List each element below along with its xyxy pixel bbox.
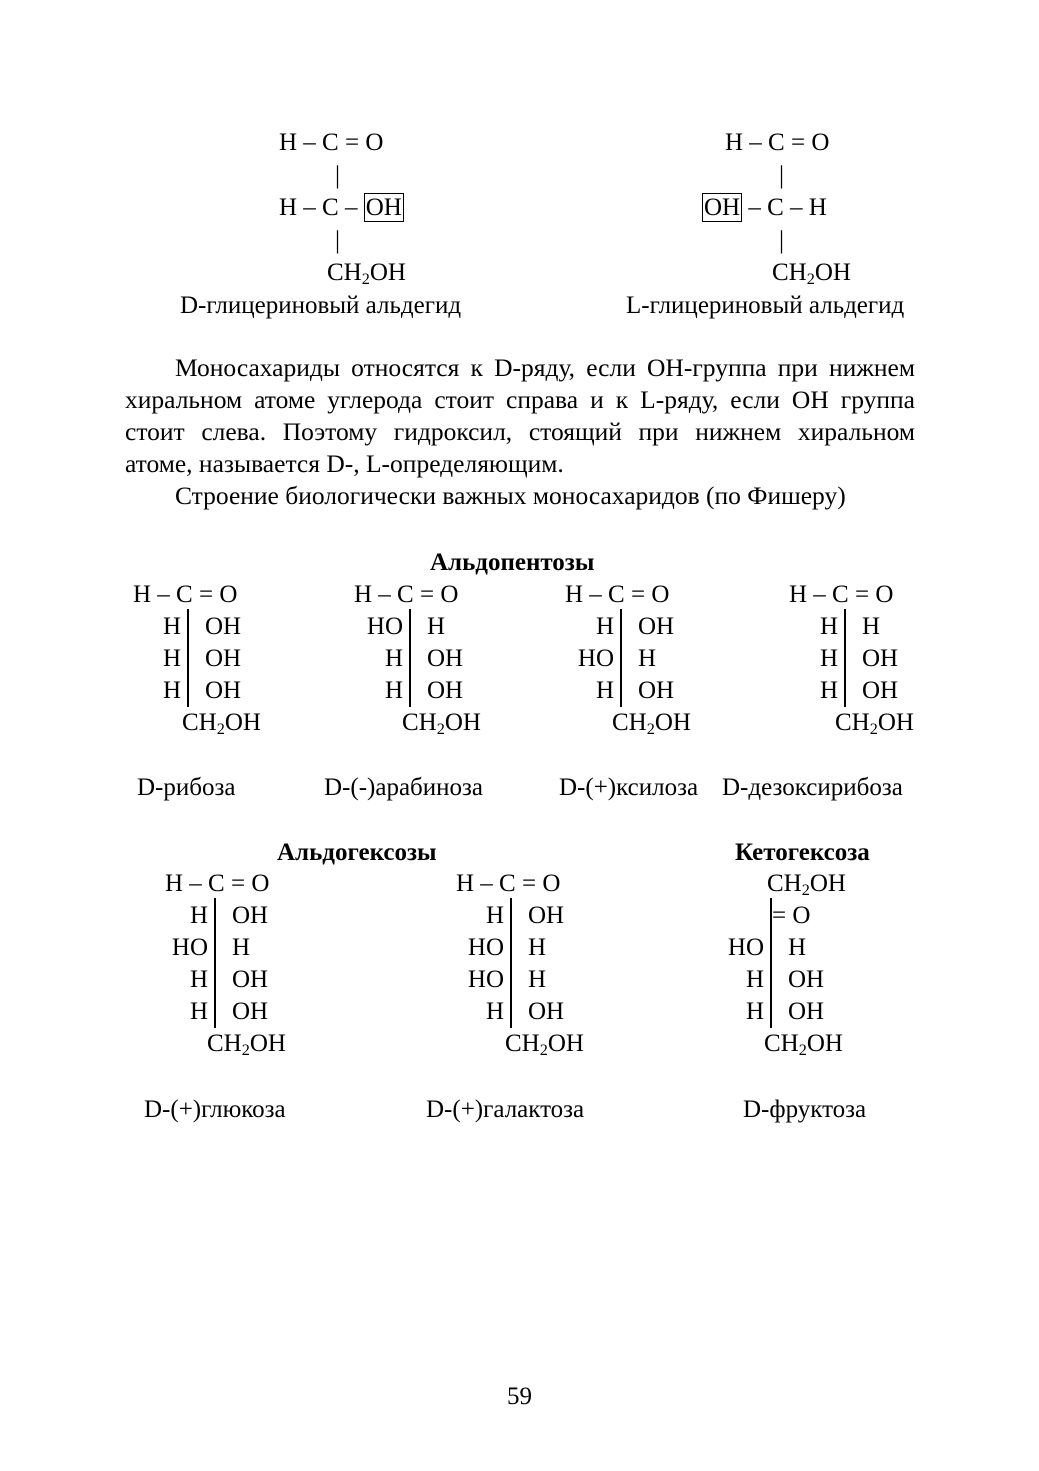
left-group: H [162, 613, 181, 640]
right-group: H [427, 613, 446, 640]
left-group: H [745, 998, 764, 1025]
right-group: H [528, 966, 547, 993]
aldehyde-group: H – C = O [565, 581, 670, 608]
left-group: HO [577, 645, 614, 672]
right-group: OH [205, 677, 242, 704]
right-group: OH [638, 677, 675, 704]
right-group: OH [232, 902, 269, 929]
l-gly-chiral-row: OH – C – H [704, 194, 827, 221]
sugar-name: D-фруктоза [743, 1096, 867, 1123]
aldehyde-group: H – C = O [456, 870, 561, 897]
left-group: H [745, 966, 764, 993]
carbonyl-group: = O [772, 902, 811, 929]
paragraph-fischer-intro: Строение биологически важных моносахаридов (по Фишеру) [175, 481, 846, 510]
right-group: OH [205, 645, 242, 672]
d-gly-ch2oh: $CH_2OH$ [327, 259, 406, 289]
sugar-name: D-рибоза [137, 774, 236, 801]
right-group: OH [232, 998, 269, 1025]
right-group: OH [788, 966, 825, 993]
right-group: OH [788, 998, 825, 1025]
top-ch2oh-group: $CH_2OH$ [767, 870, 846, 900]
sugar-name: D-(+)ксилоза [559, 774, 699, 801]
sugar-name: D-дезоксирибоза [722, 774, 903, 801]
left-group: H [162, 677, 181, 704]
d-gly-chiral-row: H – C – OH [279, 194, 402, 221]
l-gly-ch2oh: $CH_2OH$ [772, 259, 851, 289]
left-group: H [162, 645, 181, 672]
carbon-chain [620, 609, 622, 707]
carbon-chain [187, 609, 189, 707]
d-gly-bond-2: | [335, 227, 341, 254]
sugar-name: D-(+)галактоза [426, 1096, 585, 1123]
aldehyde-group: H – C = O [133, 581, 238, 608]
carbon-chain [409, 609, 411, 707]
d-gly-bond-1: | [335, 162, 341, 189]
left-group: H [189, 966, 208, 993]
ch2oh-group: $CH_2OH$ [612, 709, 691, 739]
right-group: OH [205, 613, 242, 640]
left-group: H [819, 613, 838, 640]
ch2oh-group: $CH_2OH$ [505, 1030, 584, 1060]
l-gly-boxed-oh: OH [704, 194, 741, 221]
sugar-name: D-(+)глюкоза [144, 1096, 286, 1123]
right-group: OH [862, 677, 899, 704]
right-group: H [528, 934, 547, 961]
aldehyde-group: H – C = O [789, 581, 894, 608]
left-group: H [189, 998, 208, 1025]
bottom-ch2oh-group: $CH_2OH$ [764, 1030, 843, 1060]
carbon-chain [510, 898, 512, 1028]
aldehyde-group: H – C = O [165, 870, 270, 897]
left-group: H [595, 677, 614, 704]
left-group: H [189, 902, 208, 929]
carbon-chain [844, 609, 846, 707]
d-gly-aldehyde-group: H – C = O [279, 129, 384, 156]
left-group: HO [727, 934, 764, 961]
l-gly-bond-2: | [779, 227, 785, 254]
right-group: OH [862, 645, 899, 672]
left-group: H [595, 613, 614, 640]
heading-aldopentoses: Альдопентозы [430, 549, 595, 576]
right-group: OH [638, 613, 675, 640]
carbon-chain [214, 898, 216, 1028]
sugar-name: D-(-)арабиноза [324, 774, 483, 801]
left-group: H [819, 677, 838, 704]
l-gly-name: L-глицериновый альдегид [626, 292, 905, 319]
paragraph-d-l-series: Моносахариды относятся к D-ряду, если OH-группа при нижнем хиральном атоме углерода стоит справа и к L-ряду, если OH группа стоит слева. Поэтому гидроксил, стоящий при нижнем хиральном атоме, называется D-, L-определяющим. [125, 353, 915, 478]
l-gly-aldehyde-group: H – C = O [725, 129, 830, 156]
left-group: H [819, 645, 838, 672]
left-group: HO [366, 613, 403, 640]
right-group: OH [528, 998, 565, 1025]
heading-aldohexoses: Альдогексозы [277, 839, 437, 866]
right-group: OH [528, 902, 565, 929]
page-number: 59 [507, 1383, 532, 1410]
ch2oh-group: $CH_2OH$ [835, 709, 914, 739]
right-group: H [638, 645, 657, 672]
right-group: OH [427, 677, 464, 704]
right-group: OH [232, 966, 269, 993]
heading-ketohexose: Кетогексоза [735, 839, 870, 866]
left-group: HO [171, 934, 208, 961]
ch2oh-group: $CH_2OH$ [182, 709, 261, 739]
left-group: HO [467, 966, 504, 993]
aldehyde-group: H – C = O [354, 581, 459, 608]
right-group: OH [427, 645, 464, 672]
l-gly-bond-1: | [779, 162, 785, 189]
d-gly-name: D-глицериновый альдегид [180, 292, 462, 319]
d-gly-boxed-oh: OH [365, 194, 402, 221]
ch2oh-group: $CH_2OH$ [207, 1030, 286, 1060]
left-group: H [485, 902, 504, 929]
right-group: H [232, 934, 251, 961]
left-group: H [384, 645, 403, 672]
right-group: H [788, 934, 807, 961]
right-group: H [862, 613, 881, 640]
body-text [125, 352, 915, 512]
left-group: HO [467, 934, 504, 961]
ch2oh-group: $CH_2OH$ [402, 709, 481, 739]
left-group: H [485, 998, 504, 1025]
left-group: H [384, 677, 403, 704]
